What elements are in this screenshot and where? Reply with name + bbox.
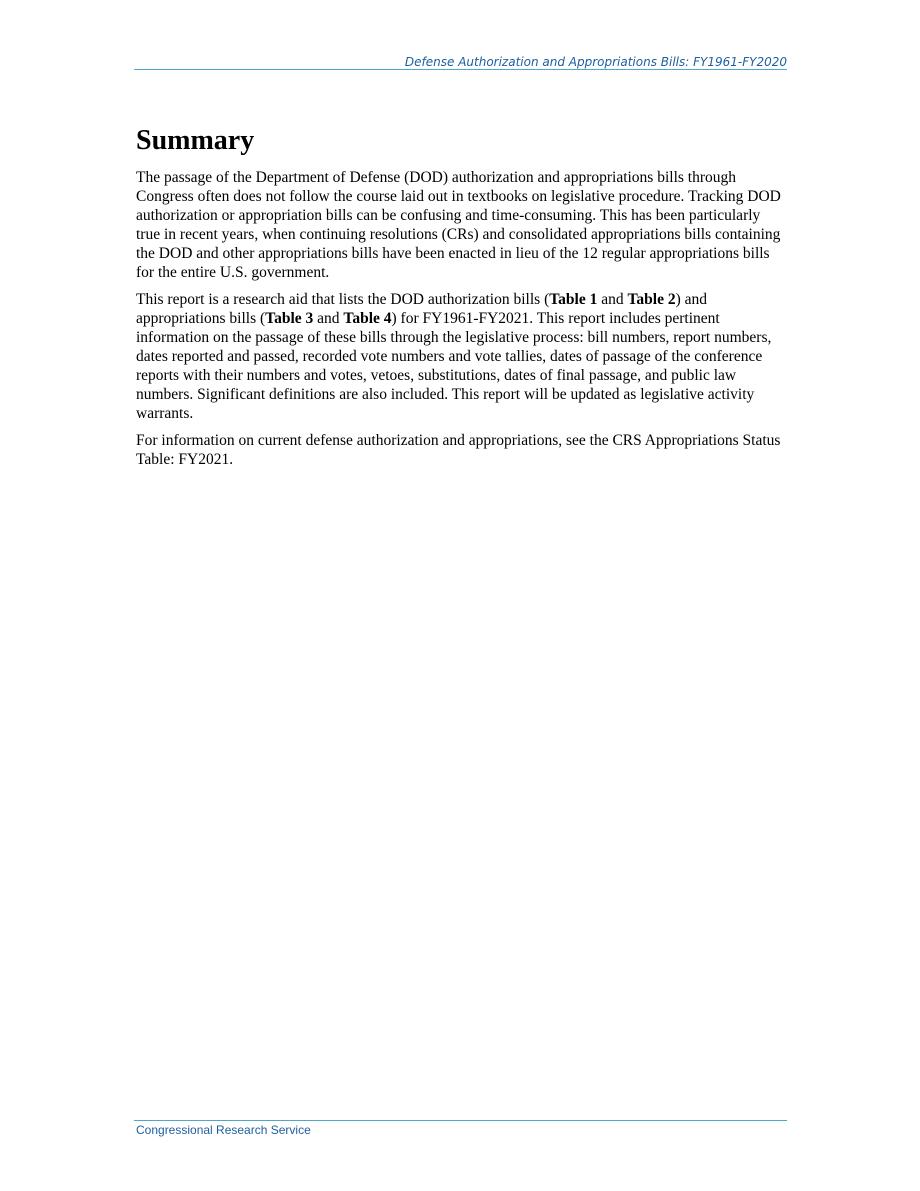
running-header: Defense Authorization and Appropriations Bills: FY1961-FY2020 [404,55,787,69]
summary-paragraph-1: The passage of the Department of Defense (DOD) authorization and appropriations bills through Congress often does not follow the course laid out in textbooks on legislative procedure. Tracking DOD authorization or appropriation bills can be confusing and time-consuming. This has been particularly true in recent years, when continuing resolutions (CRs) and consolidated appropriations bills containing the DOD and other appropriations bills have been enacted in lieu of the 12 regular appropriations bills for the entire U.S. government. [136,169,781,281]
p2-text-5: ) for FY1961-FY2021. This report includes pertinent information on the passage of these bills through the legislative process: bill numbers, report numbers, dates reported and passed, recorded vote numbers and vote tallies, dates of passage of the conference reports with their numbers and votes, vetoes, substitutions, dates of final passage, and public law numbers. Significant definitions are also included. This report will be updated as legislative activity warrants. [136,310,772,422]
table-2-reference: Table 2 [627,291,676,308]
p2-text-3: ) and appropriations bills ( [136,291,708,327]
summary-body [136,168,787,477]
page-title: Summary [136,125,255,156]
table-1-reference: Table 1 [549,291,598,308]
summary-paragraph-2 [136,290,787,423]
p2-text-1: This report is a research aid that lists the DOD authorization bills ( [136,291,550,308]
table-4-reference: Table 4 [343,310,392,327]
p2-text-2: and [597,291,628,308]
footer-rule [134,1120,787,1121]
summary-paragraph-3: For information on current defense authorization and appropriations, see the CRS Appropriations Status Table: FY2021. [136,432,781,468]
footer-organization: Congressional Research Service [136,1123,311,1137]
table-3-reference: Table 3 [265,310,314,327]
header-rule [134,69,787,70]
p2-text-4: and [313,310,344,327]
